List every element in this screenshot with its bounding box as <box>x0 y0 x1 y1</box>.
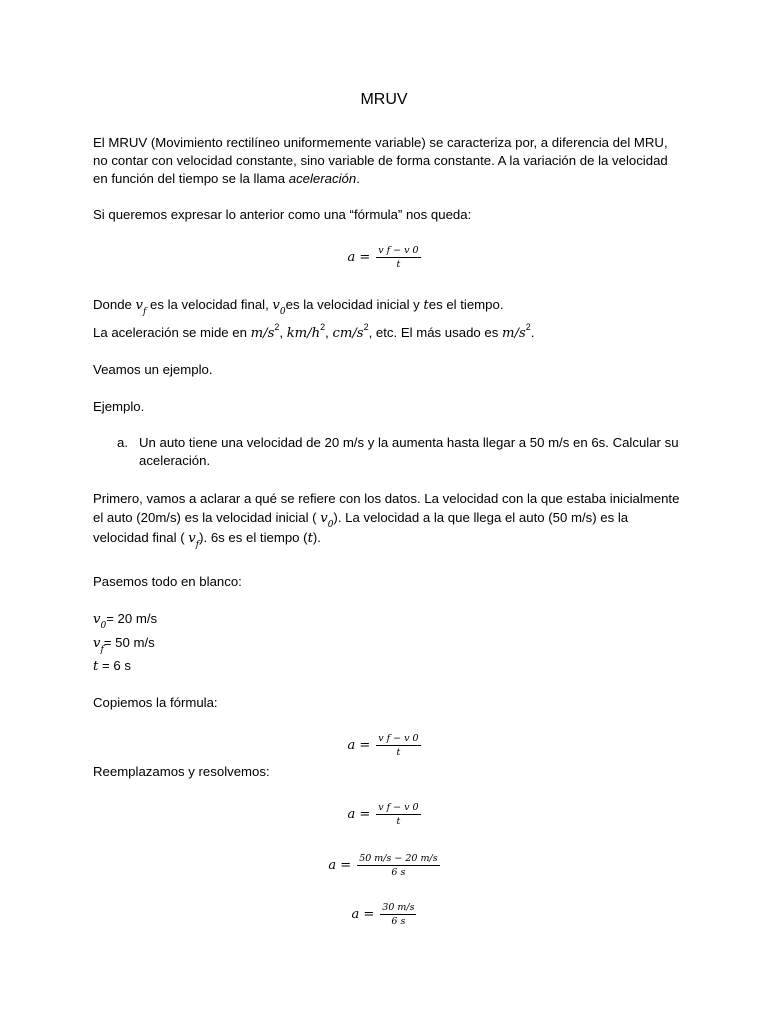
data-v0-symbol: v <box>93 612 101 627</box>
intro-paragraph <box>93 134 683 188</box>
definitions-text-1: Donde <box>93 297 136 312</box>
units-separator-2: , <box>325 325 333 340</box>
data-v0-subscript: 0 <box>100 621 107 631</box>
units-text-1: La aceleración se mide en <box>93 325 251 340</box>
exercise-letter: a. <box>117 435 128 450</box>
definitions-text-2: es la velocidad final, <box>146 297 273 312</box>
data-intro: Pasemos todo en blanco: <box>93 574 242 589</box>
exercise-text: Un auto tiene una velocidad de 20 m/s y la aumenta hasta llegar a 50 m/s en 6s. Calcular su aceleración. <box>139 435 679 468</box>
explanation-text-1: Primero, vamos a aclarar a qué se refiere con los datos. La velocidad con la que estaba inicialmente el auto (20m/s) es la velocidad inicial ( <box>93 491 680 525</box>
formula-solve-denominator: t <box>396 816 401 827</box>
unit-ms2-common: m/s <box>502 326 526 341</box>
intro-emphasis: aceleración <box>288 171 357 186</box>
unit-ms2-common-exponent: 2 <box>525 322 531 332</box>
example-intro: Veamos un ejemplo. <box>93 362 213 377</box>
step2-denominator: 6 s <box>391 916 406 927</box>
formula-lhs: a = <box>347 249 371 265</box>
explanation-vf-symbol: v <box>188 531 196 546</box>
solve-intro: Reemplazamos y resolvemos: <box>93 764 270 779</box>
formula-solve-numerator: v f − v 0 <box>378 802 419 813</box>
copy-intro: Copiemos la fórmula: <box>93 695 218 710</box>
formula-numerator: v f − v 0 <box>378 245 419 256</box>
formula-copy <box>0 733 768 758</box>
formula-solve <box>0 802 768 827</box>
data-t-line <box>93 657 683 676</box>
data-v0-line <box>93 610 683 629</box>
explanation-text-2: ). La velocidad a la que llega el auto (50 m/s) es la velocidad final ( <box>93 510 629 545</box>
step2-lhs: a = <box>351 906 375 922</box>
unit-ms2: m/s <box>250 326 275 341</box>
step1-numerator: 50 m/s − 20 m/s <box>359 853 438 864</box>
step1-lhs: a = <box>328 857 352 873</box>
formula-step-2 <box>0 902 768 927</box>
data-t-symbol: t <box>93 659 99 674</box>
formula-denominator: t <box>396 259 401 270</box>
units-end: . <box>530 325 535 340</box>
units-line <box>93 324 683 343</box>
formula-copy-lhs: a = <box>347 737 371 753</box>
t-symbol: t <box>423 298 429 313</box>
explanation-t-symbol: t <box>307 531 313 546</box>
intro-end: . <box>356 171 360 186</box>
formula-copy-denominator: t <box>396 747 401 758</box>
formula-copy-fraction <box>376 733 420 758</box>
formula-general <box>0 245 768 270</box>
unit-kmh2-exponent: 2 <box>320 322 326 332</box>
definitions-text-4: es el tiempo. <box>428 297 504 312</box>
unit-kmh2: km/h <box>286 326 321 341</box>
example-label: Ejemplo. <box>93 399 145 414</box>
data-vf-value: = 50 m/s <box>103 635 155 650</box>
step2-fraction <box>380 902 416 927</box>
units-text-2: , etc. El más usado es <box>368 325 502 340</box>
formula-fraction <box>376 245 420 270</box>
unit-cms2-exponent: 2 <box>363 322 369 332</box>
formula-intro: Si queremos expresar lo anterior como una “fórmula” nos queda: <box>93 207 472 222</box>
data-vf-symbol: v <box>93 636 101 651</box>
v0-subscript: 0 <box>279 307 286 317</box>
step1-fraction <box>357 853 439 878</box>
definitions-text-3: es la velocidad inicial y <box>285 297 424 312</box>
unit-cms2: cm/s <box>332 326 364 341</box>
data-vf-line <box>93 634 683 653</box>
explanation-v0-subscript: 0 <box>327 520 334 530</box>
step1-denominator: 6 s <box>391 867 406 878</box>
vf-subscript: f <box>142 307 147 317</box>
formula-copy-numerator: v f − v 0 <box>378 733 419 744</box>
data-vf-subscript: f <box>100 645 104 655</box>
explanation-paragraph <box>93 489 683 548</box>
step2-numerator: 30 m/s <box>382 902 415 913</box>
data-v0-value: = 20 m/s <box>106 611 158 626</box>
intro-text: El MRUV (Movimiento rectilíneo uniformemente variable) se caracteriza por, a diferencia del MRU, no contar con velocidad constante, sino variable de forma constante. A la variación de la velocidad en función del tiempo se la llama <box>93 135 668 186</box>
vf-symbol: v <box>135 298 143 313</box>
units-separator-1: , <box>279 325 287 340</box>
definitions-line <box>93 296 683 315</box>
data-t-value: = 6 s <box>98 658 131 673</box>
page-title: MRUV <box>360 91 408 108</box>
formula-solve-lhs: a = <box>347 806 371 822</box>
formula-step-1 <box>0 853 768 878</box>
explanation-v0-symbol: v <box>320 511 328 526</box>
unit-ms2-exponent: 2 <box>274 322 280 332</box>
v0-symbol: v <box>272 298 280 313</box>
explanation-text-3: ). 6s es el tiempo ( <box>199 530 308 545</box>
explanation-text-4: ). <box>312 530 321 545</box>
explanation-vf-subscript: f <box>195 540 200 550</box>
formula-solve-fraction <box>376 802 420 827</box>
